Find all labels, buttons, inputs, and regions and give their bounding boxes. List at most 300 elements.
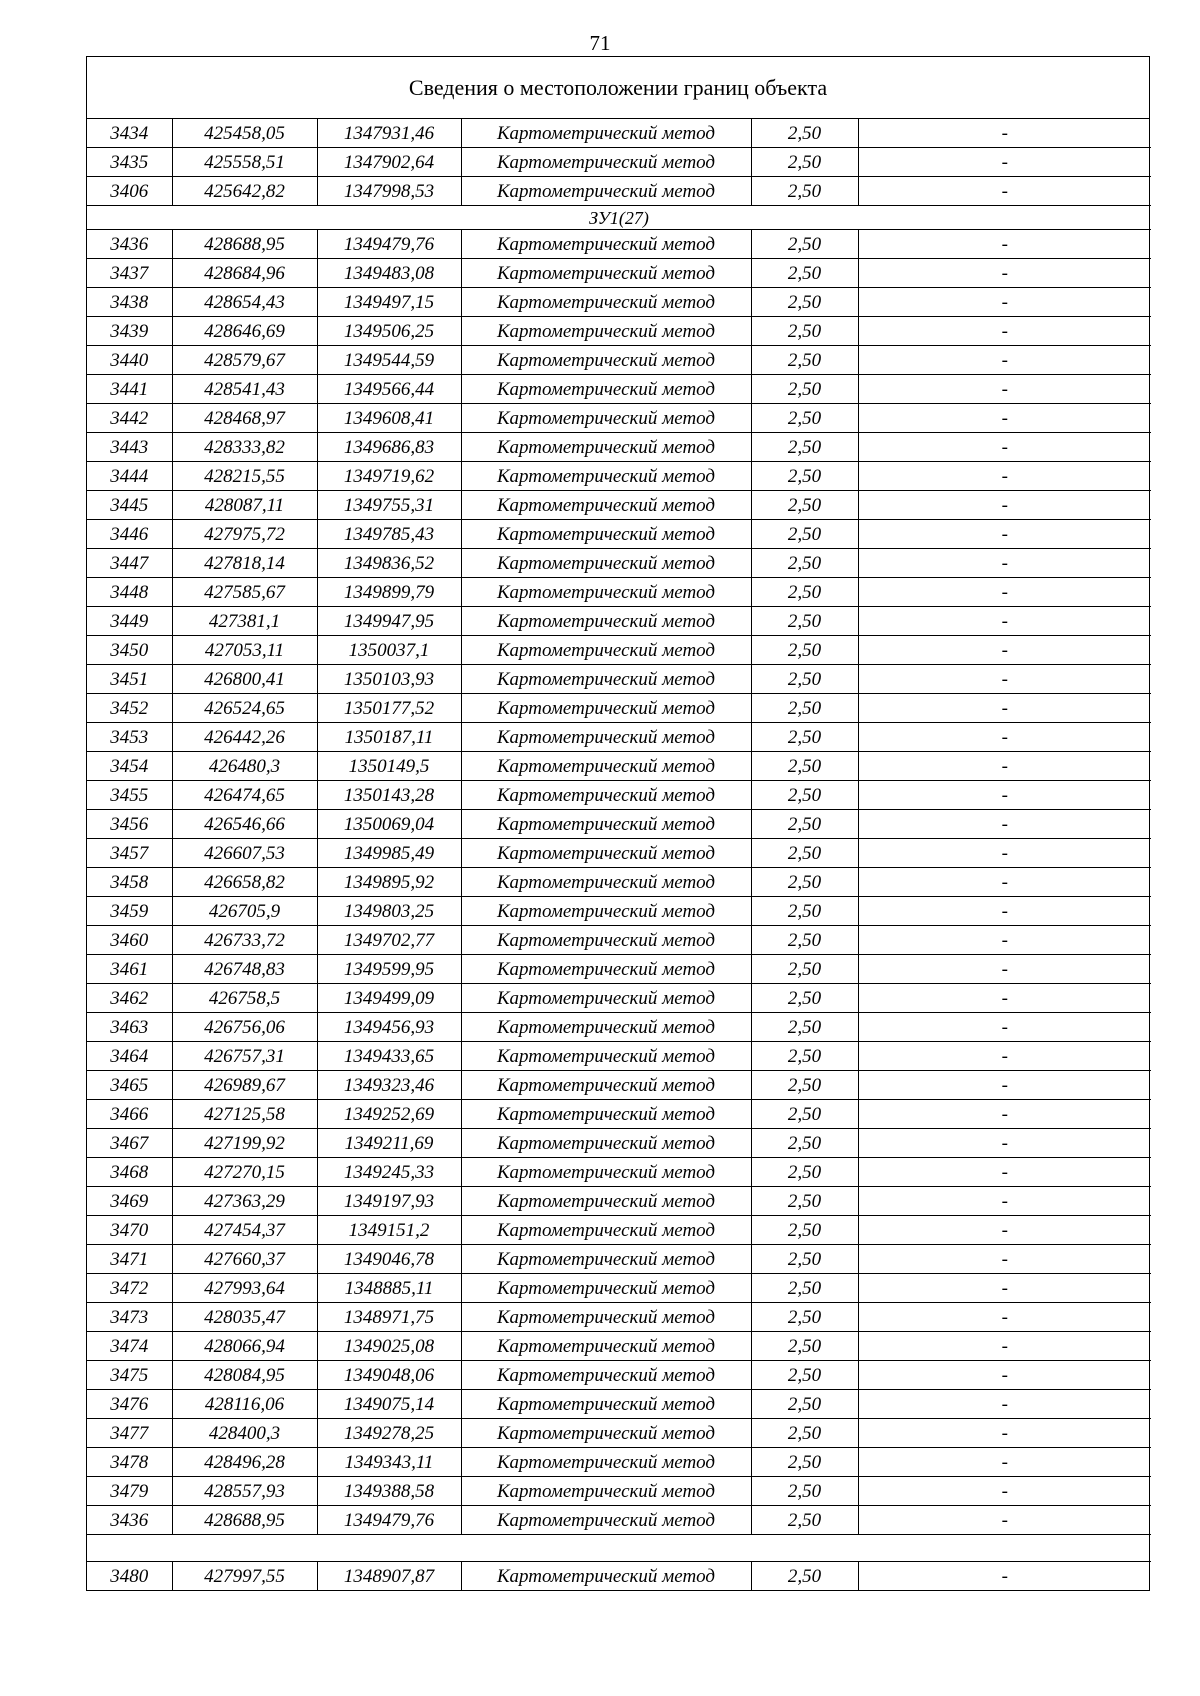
method-cell: Картометрический метод: [461, 1042, 751, 1071]
method-cell: Картометрический метод: [461, 839, 751, 868]
x-coordinate-cell: 426800,41: [172, 665, 317, 694]
x-coordinate-cell: 426474,65: [172, 781, 317, 810]
y-coordinate-cell: 1349895,92: [317, 868, 461, 897]
point-number-cell: 3458: [87, 868, 172, 897]
y-coordinate-cell: 1349899,79: [317, 578, 461, 607]
y-coordinate-cell: 1349686,83: [317, 433, 461, 462]
table-row: [87, 1419, 1151, 1448]
accuracy-cell: 2,50: [751, 839, 858, 868]
y-coordinate-cell: 1349479,76: [317, 230, 461, 259]
description-cell: -: [858, 955, 1151, 984]
accuracy-cell: 2,50: [751, 810, 858, 839]
y-coordinate-cell: 1349046,78: [317, 1245, 461, 1274]
table-row: [87, 404, 1151, 433]
description-cell: -: [858, 491, 1151, 520]
method-cell: Картометрический метод: [461, 607, 751, 636]
accuracy-cell: 2,50: [751, 1100, 858, 1129]
table-row: [87, 259, 1151, 288]
table-row: [87, 1506, 1151, 1535]
y-coordinate-cell: 1349755,31: [317, 491, 461, 520]
point-number-cell: 3470: [87, 1216, 172, 1245]
method-cell: Картометрический метод: [461, 177, 751, 206]
method-cell: Картометрический метод: [461, 1071, 751, 1100]
accuracy-cell: 2,50: [751, 1071, 858, 1100]
method-cell: Картометрический метод: [461, 897, 751, 926]
method-cell: Картометрический метод: [461, 1245, 751, 1274]
accuracy-cell: 2,50: [751, 549, 858, 578]
method-cell: Картометрический метод: [461, 1129, 751, 1158]
description-cell: -: [858, 1448, 1151, 1477]
method-cell: Картометрический метод: [461, 665, 751, 694]
description-cell: -: [858, 230, 1151, 259]
point-number-cell: 3467: [87, 1129, 172, 1158]
accuracy-cell: 2,50: [751, 1303, 858, 1332]
accuracy-cell: 2,50: [751, 781, 858, 810]
x-coordinate-cell: 427660,37: [172, 1245, 317, 1274]
point-number-cell: 3468: [87, 1158, 172, 1187]
method-cell: Картометрический метод: [461, 317, 751, 346]
method-cell: Картометрический метод: [461, 578, 751, 607]
accuracy-cell: 2,50: [751, 665, 858, 694]
method-cell: Картометрический метод: [461, 636, 751, 665]
description-cell: -: [858, 665, 1151, 694]
method-cell: Картометрический метод: [461, 723, 751, 752]
description-cell: -: [858, 317, 1151, 346]
y-coordinate-cell: 1349433,65: [317, 1042, 461, 1071]
point-number-cell: 3469: [87, 1187, 172, 1216]
y-coordinate-cell: 1349245,33: [317, 1158, 461, 1187]
accuracy-cell: 2,50: [751, 752, 858, 781]
description-cell: -: [858, 1390, 1151, 1419]
y-coordinate-cell: 1349785,43: [317, 520, 461, 549]
y-coordinate-cell: 1349544,59: [317, 346, 461, 375]
point-number-cell: 3451: [87, 665, 172, 694]
x-coordinate-cell: 427818,14: [172, 549, 317, 578]
y-coordinate-cell: 1349608,41: [317, 404, 461, 433]
method-cell: Картометрический метод: [461, 781, 751, 810]
accuracy-cell: 2,50: [751, 230, 858, 259]
table-row: [87, 346, 1151, 375]
point-number-cell: 3443: [87, 433, 172, 462]
y-coordinate-cell: 1347902,64: [317, 148, 461, 177]
accuracy-cell: 2,50: [751, 346, 858, 375]
y-coordinate-cell: 1349483,08: [317, 259, 461, 288]
y-coordinate-cell: 1347931,46: [317, 119, 461, 148]
table-row: [87, 1390, 1151, 1419]
description-cell: -: [858, 433, 1151, 462]
point-number-cell: 3438: [87, 288, 172, 317]
x-coordinate-cell: 425558,51: [172, 148, 317, 177]
table-row: [87, 665, 1151, 694]
accuracy-cell: 2,50: [751, 1477, 858, 1506]
method-cell: Картометрический метод: [461, 491, 751, 520]
x-coordinate-cell: 426989,67: [172, 1071, 317, 1100]
point-number-cell: 3456: [87, 810, 172, 839]
point-number-cell: 3461: [87, 955, 172, 984]
x-coordinate-cell: 428215,55: [172, 462, 317, 491]
point-number-cell: 3434: [87, 119, 172, 148]
accuracy-cell: 2,50: [751, 1562, 858, 1591]
description-cell: -: [858, 375, 1151, 404]
accuracy-cell: 2,50: [751, 177, 858, 206]
table-row: [87, 984, 1151, 1013]
point-number-cell: 3453: [87, 723, 172, 752]
description-cell: -: [858, 723, 1151, 752]
x-coordinate-cell: 428333,82: [172, 433, 317, 462]
accuracy-cell: 2,50: [751, 119, 858, 148]
point-number-cell: 3442: [87, 404, 172, 433]
table-row: [87, 549, 1151, 578]
method-cell: Картометрический метод: [461, 346, 751, 375]
y-coordinate-cell: 1349252,69: [317, 1100, 461, 1129]
table-row: [87, 694, 1151, 723]
y-coordinate-cell: 1349719,62: [317, 462, 461, 491]
x-coordinate-cell: 426758,5: [172, 984, 317, 1013]
point-number-cell: 3460: [87, 926, 172, 955]
method-cell: Картометрический метод: [461, 462, 751, 491]
description-cell: -: [858, 148, 1151, 177]
description-cell: -: [858, 752, 1151, 781]
y-coordinate-cell: 1349323,46: [317, 1071, 461, 1100]
method-cell: Картометрический метод: [461, 1448, 751, 1477]
x-coordinate-cell: 427381,1: [172, 607, 317, 636]
accuracy-cell: 2,50: [751, 984, 858, 1013]
accuracy-cell: 2,50: [751, 607, 858, 636]
point-number-cell: 3478: [87, 1448, 172, 1477]
method-cell: Картометрический метод: [461, 404, 751, 433]
table-row: [87, 1245, 1151, 1274]
table-row: [87, 1361, 1151, 1390]
table-row: [87, 1100, 1151, 1129]
x-coordinate-cell: 426757,31: [172, 1042, 317, 1071]
y-coordinate-cell: 1349075,14: [317, 1390, 461, 1419]
y-coordinate-cell: 1350149,5: [317, 752, 461, 781]
table-row: [87, 119, 1151, 148]
y-coordinate-cell: 1349985,49: [317, 839, 461, 868]
table-row: [87, 1448, 1151, 1477]
boundary-table-sheet: [86, 56, 1150, 1591]
table-row: [87, 1071, 1151, 1100]
accuracy-cell: 2,50: [751, 1158, 858, 1187]
section-row: [87, 206, 1151, 230]
accuracy-cell: 2,50: [751, 1419, 858, 1448]
accuracy-cell: 2,50: [751, 317, 858, 346]
description-cell: -: [858, 1013, 1151, 1042]
method-cell: Картометрический метод: [461, 1419, 751, 1448]
point-number-cell: 3462: [87, 984, 172, 1013]
y-coordinate-cell: 1349479,76: [317, 1506, 461, 1535]
table-row: [87, 1562, 1151, 1591]
method-cell: Картометрический метод: [461, 1158, 751, 1187]
method-cell: Картометрический метод: [461, 259, 751, 288]
description-cell: -: [858, 926, 1151, 955]
point-number-cell: 3436: [87, 230, 172, 259]
method-cell: Картометрический метод: [461, 148, 751, 177]
accuracy-cell: 2,50: [751, 1448, 858, 1477]
blank-cell: [87, 1535, 1151, 1562]
accuracy-cell: 2,50: [751, 636, 858, 665]
table-row: [87, 868, 1151, 897]
method-cell: Картометрический метод: [461, 752, 751, 781]
x-coordinate-cell: 425458,05: [172, 119, 317, 148]
point-number-cell: 3474: [87, 1332, 172, 1361]
x-coordinate-cell: 426756,06: [172, 1013, 317, 1042]
method-cell: Картометрический метод: [461, 1216, 751, 1245]
table-row: [87, 926, 1151, 955]
x-coordinate-cell: 427993,64: [172, 1274, 317, 1303]
method-cell: Картометрический метод: [461, 1390, 751, 1419]
description-cell: -: [858, 694, 1151, 723]
point-number-cell: 3457: [87, 839, 172, 868]
accuracy-cell: 2,50: [751, 1332, 858, 1361]
point-number-cell: 3445: [87, 491, 172, 520]
table-row: [87, 636, 1151, 665]
table-row: [87, 723, 1151, 752]
table-row: [87, 1187, 1151, 1216]
accuracy-cell: 2,50: [751, 148, 858, 177]
x-coordinate-cell: 428684,96: [172, 259, 317, 288]
table-title: Сведения о местоположении границ объекта: [87, 57, 1149, 119]
y-coordinate-cell: 1347998,53: [317, 177, 461, 206]
method-cell: Картометрический метод: [461, 694, 751, 723]
accuracy-cell: 2,50: [751, 433, 858, 462]
y-coordinate-cell: 1349343,11: [317, 1448, 461, 1477]
x-coordinate-cell: 427270,15: [172, 1158, 317, 1187]
description-cell: -: [858, 1245, 1151, 1274]
point-number-cell: 3475: [87, 1361, 172, 1390]
point-number-cell: 3454: [87, 752, 172, 781]
table-row: [87, 955, 1151, 984]
x-coordinate-cell: 426442,26: [172, 723, 317, 752]
point-number-cell: 3471: [87, 1245, 172, 1274]
x-coordinate-cell: 428468,97: [172, 404, 317, 433]
point-number-cell: 3446: [87, 520, 172, 549]
x-coordinate-cell: 428541,43: [172, 375, 317, 404]
accuracy-cell: 2,50: [751, 491, 858, 520]
method-cell: Картометрический метод: [461, 1187, 751, 1216]
description-cell: -: [858, 636, 1151, 665]
method-cell: Картометрический метод: [461, 288, 751, 317]
accuracy-cell: 2,50: [751, 1216, 858, 1245]
table-row: [87, 491, 1151, 520]
table-row: [87, 288, 1151, 317]
accuracy-cell: 2,50: [751, 1187, 858, 1216]
y-coordinate-cell: 1350177,52: [317, 694, 461, 723]
x-coordinate-cell: 425642,82: [172, 177, 317, 206]
y-coordinate-cell: 1349197,93: [317, 1187, 461, 1216]
description-cell: -: [858, 868, 1151, 897]
description-cell: -: [858, 1477, 1151, 1506]
method-cell: Картометрический метод: [461, 375, 751, 404]
description-cell: -: [858, 520, 1151, 549]
y-coordinate-cell: 1350143,28: [317, 781, 461, 810]
description-cell: -: [858, 1129, 1151, 1158]
x-coordinate-cell: 427585,67: [172, 578, 317, 607]
section-label: ЗУ1(27): [87, 206, 1151, 230]
description-cell: -: [858, 1042, 1151, 1071]
x-coordinate-cell: 426733,72: [172, 926, 317, 955]
point-number-cell: 3464: [87, 1042, 172, 1071]
x-coordinate-cell: 428084,95: [172, 1361, 317, 1390]
point-number-cell: 3452: [87, 694, 172, 723]
x-coordinate-cell: 428400,3: [172, 1419, 317, 1448]
table-row: [87, 317, 1151, 346]
x-coordinate-cell: 427997,55: [172, 1562, 317, 1591]
x-coordinate-cell: 427454,37: [172, 1216, 317, 1245]
x-coordinate-cell: 426607,53: [172, 839, 317, 868]
y-coordinate-cell: 1349702,77: [317, 926, 461, 955]
y-coordinate-cell: 1350069,04: [317, 810, 461, 839]
point-number-cell: 3450: [87, 636, 172, 665]
description-cell: -: [858, 607, 1151, 636]
table-row: [87, 1042, 1151, 1071]
accuracy-cell: 2,50: [751, 1506, 858, 1535]
x-coordinate-cell: 428496,28: [172, 1448, 317, 1477]
y-coordinate-cell: 1349499,09: [317, 984, 461, 1013]
point-number-cell: 3406: [87, 177, 172, 206]
point-number-cell: 3480: [87, 1562, 172, 1591]
x-coordinate-cell: 428579,67: [172, 346, 317, 375]
point-number-cell: 3459: [87, 897, 172, 926]
description-cell: -: [858, 1216, 1151, 1245]
method-cell: Картометрический метод: [461, 1100, 751, 1129]
table-row: [87, 462, 1151, 491]
method-cell: Картометрический метод: [461, 549, 751, 578]
y-coordinate-cell: 1349025,08: [317, 1332, 461, 1361]
method-cell: Картометрический метод: [461, 1274, 751, 1303]
point-number-cell: 3437: [87, 259, 172, 288]
description-cell: -: [858, 1332, 1151, 1361]
table-row: [87, 375, 1151, 404]
accuracy-cell: 2,50: [751, 1129, 858, 1158]
blank-row: [87, 1535, 1151, 1562]
coordinates-table: [87, 119, 1151, 1590]
point-number-cell: 3444: [87, 462, 172, 491]
y-coordinate-cell: 1350103,93: [317, 665, 461, 694]
description-cell: -: [858, 1071, 1151, 1100]
x-coordinate-cell: 426705,9: [172, 897, 317, 926]
table-row: [87, 578, 1151, 607]
method-cell: Картометрический метод: [461, 119, 751, 148]
table-row: [87, 781, 1151, 810]
x-coordinate-cell: 428688,95: [172, 230, 317, 259]
table-row: [87, 810, 1151, 839]
y-coordinate-cell: 1348907,87: [317, 1562, 461, 1591]
accuracy-cell: 2,50: [751, 1390, 858, 1419]
method-cell: Картометрический метод: [461, 230, 751, 259]
point-number-cell: 3447: [87, 549, 172, 578]
point-number-cell: 3449: [87, 607, 172, 636]
method-cell: Картометрический метод: [461, 810, 751, 839]
point-number-cell: 3477: [87, 1419, 172, 1448]
description-cell: -: [858, 404, 1151, 433]
y-coordinate-cell: 1349388,58: [317, 1477, 461, 1506]
point-number-cell: 3476: [87, 1390, 172, 1419]
x-coordinate-cell: 426546,66: [172, 810, 317, 839]
y-coordinate-cell: 1349151,2: [317, 1216, 461, 1245]
point-number-cell: 3440: [87, 346, 172, 375]
x-coordinate-cell: 428646,69: [172, 317, 317, 346]
description-cell: -: [858, 1274, 1151, 1303]
point-number-cell: 3439: [87, 317, 172, 346]
table-row: [87, 1477, 1151, 1506]
description-cell: -: [858, 1158, 1151, 1187]
method-cell: Картометрический метод: [461, 520, 751, 549]
x-coordinate-cell: 427199,92: [172, 1129, 317, 1158]
table-row: [87, 897, 1151, 926]
table-row: [87, 230, 1151, 259]
x-coordinate-cell: 427125,58: [172, 1100, 317, 1129]
method-cell: Картометрический метод: [461, 1361, 751, 1390]
table-row: [87, 177, 1151, 206]
method-cell: Картометрический метод: [461, 1477, 751, 1506]
table-row: [87, 148, 1151, 177]
x-coordinate-cell: 428654,43: [172, 288, 317, 317]
page-number: 71: [589, 31, 611, 55]
y-coordinate-cell: 1348971,75: [317, 1303, 461, 1332]
point-number-cell: 3473: [87, 1303, 172, 1332]
x-coordinate-cell: 428035,47: [172, 1303, 317, 1332]
table-row: [87, 752, 1151, 781]
accuracy-cell: 2,50: [751, 1361, 858, 1390]
x-coordinate-cell: 428066,94: [172, 1332, 317, 1361]
accuracy-cell: 2,50: [751, 288, 858, 317]
y-coordinate-cell: 1348885,11: [317, 1274, 461, 1303]
x-coordinate-cell: 428116,06: [172, 1390, 317, 1419]
x-coordinate-cell: 426748,83: [172, 955, 317, 984]
description-cell: -: [858, 1187, 1151, 1216]
description-cell: -: [858, 259, 1151, 288]
x-coordinate-cell: 426658,82: [172, 868, 317, 897]
description-cell: -: [858, 810, 1151, 839]
y-coordinate-cell: 1349211,69: [317, 1129, 461, 1158]
y-coordinate-cell: 1349048,06: [317, 1361, 461, 1390]
point-number-cell: 3455: [87, 781, 172, 810]
accuracy-cell: 2,50: [751, 1274, 858, 1303]
y-coordinate-cell: 1349456,93: [317, 1013, 461, 1042]
description-cell: -: [858, 288, 1151, 317]
description-cell: -: [858, 549, 1151, 578]
method-cell: Картометрический метод: [461, 955, 751, 984]
y-coordinate-cell: 1349836,52: [317, 549, 461, 578]
accuracy-cell: 2,50: [751, 375, 858, 404]
method-cell: Картометрический метод: [461, 868, 751, 897]
x-coordinate-cell: 426480,3: [172, 752, 317, 781]
table-row: [87, 520, 1151, 549]
description-cell: -: [858, 1506, 1151, 1535]
description-cell: -: [858, 1419, 1151, 1448]
accuracy-cell: 2,50: [751, 955, 858, 984]
point-number-cell: 3465: [87, 1071, 172, 1100]
accuracy-cell: 2,50: [751, 868, 858, 897]
point-number-cell: 3448: [87, 578, 172, 607]
table-row: [87, 1013, 1151, 1042]
point-number-cell: 3436: [87, 1506, 172, 1535]
description-cell: -: [858, 897, 1151, 926]
y-coordinate-cell: 1349947,95: [317, 607, 461, 636]
method-cell: Картометрический метод: [461, 926, 751, 955]
table-row: [87, 1332, 1151, 1361]
description-cell: -: [858, 119, 1151, 148]
accuracy-cell: 2,50: [751, 926, 858, 955]
description-cell: -: [858, 1361, 1151, 1390]
description-cell: -: [858, 1562, 1151, 1591]
point-number-cell: 3463: [87, 1013, 172, 1042]
y-coordinate-cell: 1349278,25: [317, 1419, 461, 1448]
point-number-cell: 3435: [87, 148, 172, 177]
description-cell: -: [858, 177, 1151, 206]
y-coordinate-cell: 1349803,25: [317, 897, 461, 926]
